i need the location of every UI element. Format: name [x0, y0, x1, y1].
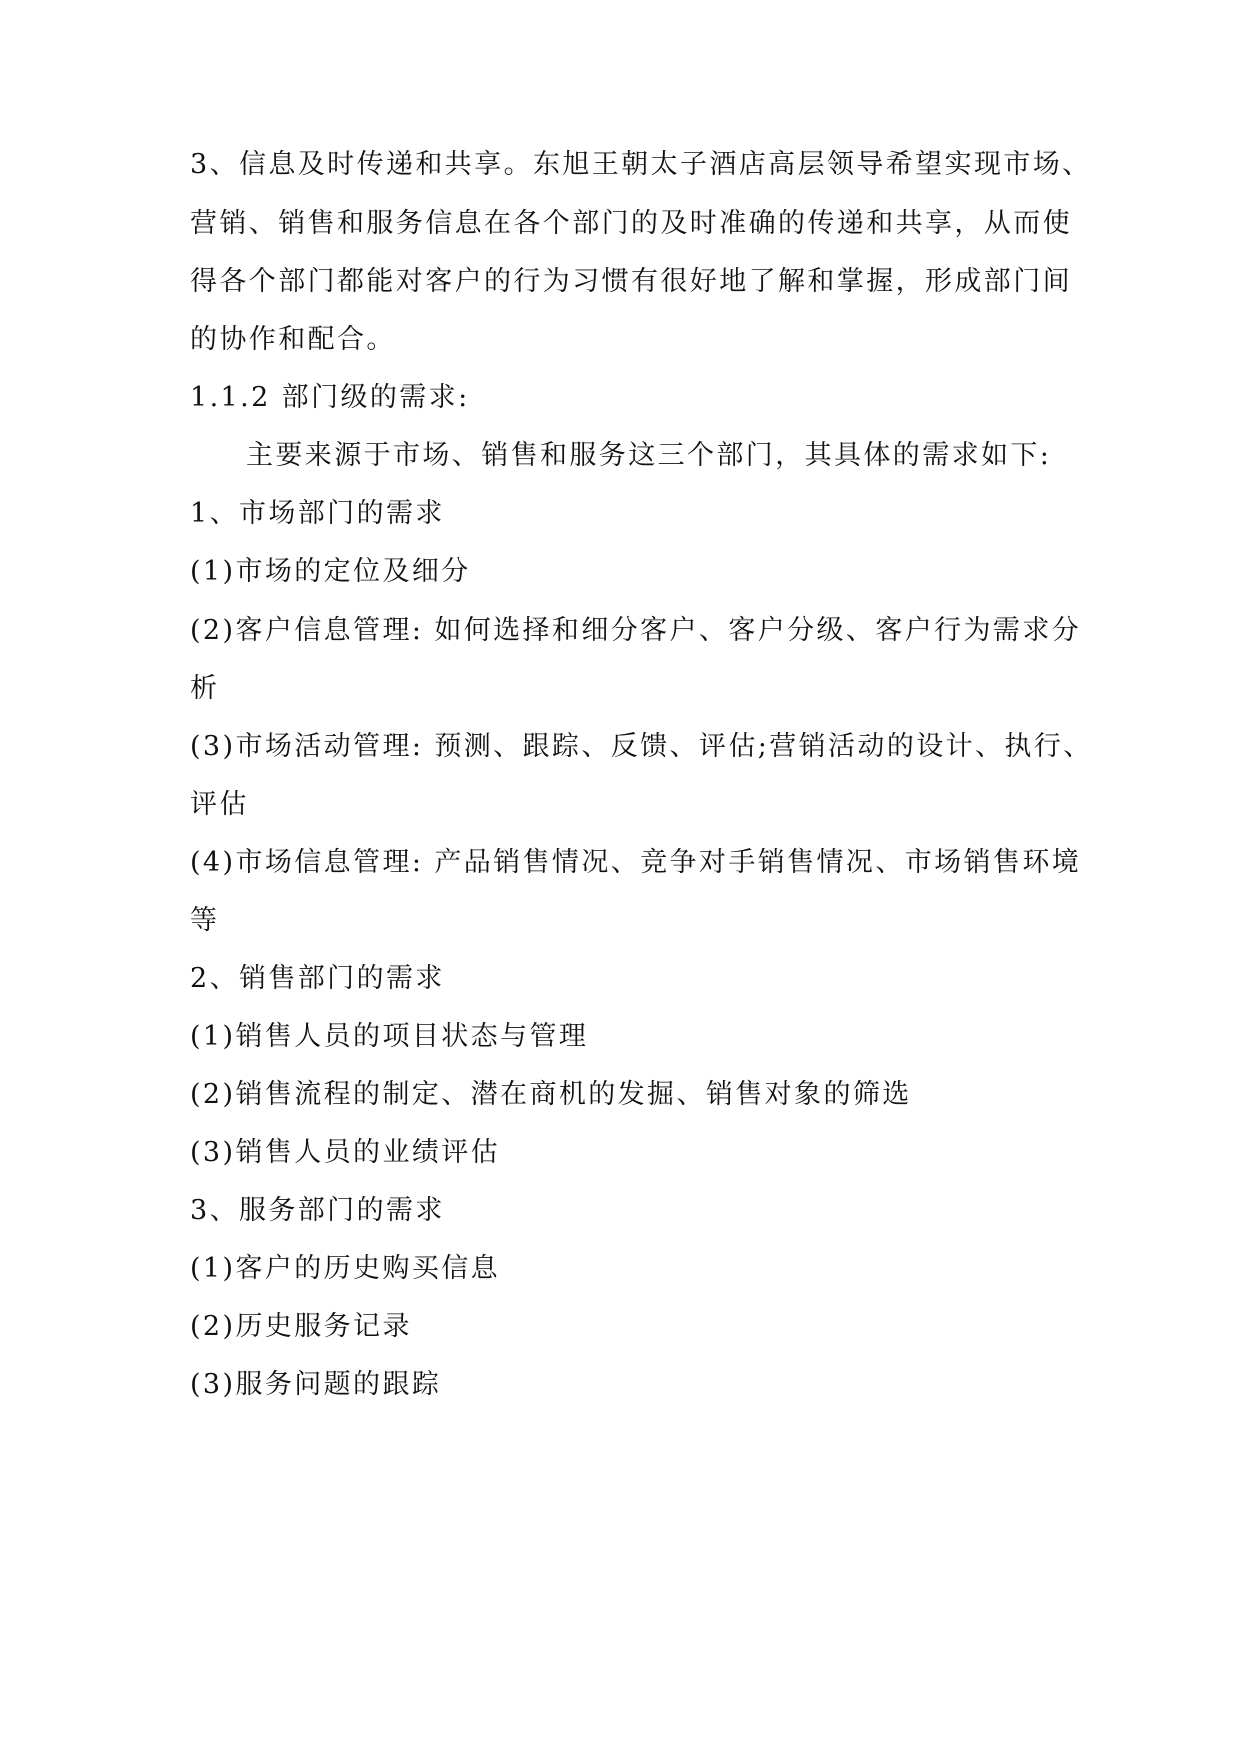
list-item: (4)市场信息管理: 产品销售情况、竞争对手销售情况、市场销售环境 — [190, 847, 1082, 878]
list-item: (3)销售人员的业绩评估 — [190, 1137, 501, 1168]
list-item: (2)客户信息管理: 如何选择和细分客户、客户分级、客户行为需求分 — [190, 615, 1082, 646]
list-item-continuation: 等 — [190, 905, 220, 936]
list-item: (2)历史服务记录 — [190, 1311, 412, 1342]
section-heading: 1.1.2 部门级的需求: — [190, 382, 470, 413]
list-item: (3)服务问题的跟踪 — [190, 1369, 442, 1400]
list-item-continuation: 析 — [190, 673, 220, 704]
list-item-continuation: 评估 — [190, 789, 249, 820]
paragraph-line: 的协作和配合。 — [190, 324, 396, 355]
paragraph-line: 3、信息及时传递和共享。东旭王朝太子酒店高层领导希望实现市场、 — [190, 149, 1092, 180]
list-item: (2)销售流程的制定、潜在商机的发掘、销售对象的筛选 — [190, 1079, 912, 1110]
intro-paragraph: 主要来源于市场、销售和服务这三个部门，其具体的需求如下: — [246, 440, 1052, 471]
paragraph-line: 营销、销售和服务信息在各个部门的及时准确的传递和共享，从而使 — [190, 208, 1072, 239]
subsection-heading-service: 3、服务部门的需求 — [190, 1195, 445, 1226]
list-item: (1)市场的定位及细分 — [190, 556, 471, 587]
list-item: (1)销售人员的项目状态与管理 — [190, 1021, 589, 1052]
subsection-heading-sales: 2、销售部门的需求 — [190, 963, 445, 994]
list-item: (1)客户的历史购买信息 — [190, 1253, 501, 1284]
subsection-heading-market: 1、市场部门的需求 — [190, 498, 445, 529]
paragraph-line: 得各个部门都能对客户的行为习惯有很好地了解和掌握，形成部门间 — [190, 266, 1072, 297]
list-item: (3)市场活动管理: 预测、跟踪、反馈、评估;营销活动的设计、执行、 — [190, 731, 1093, 762]
